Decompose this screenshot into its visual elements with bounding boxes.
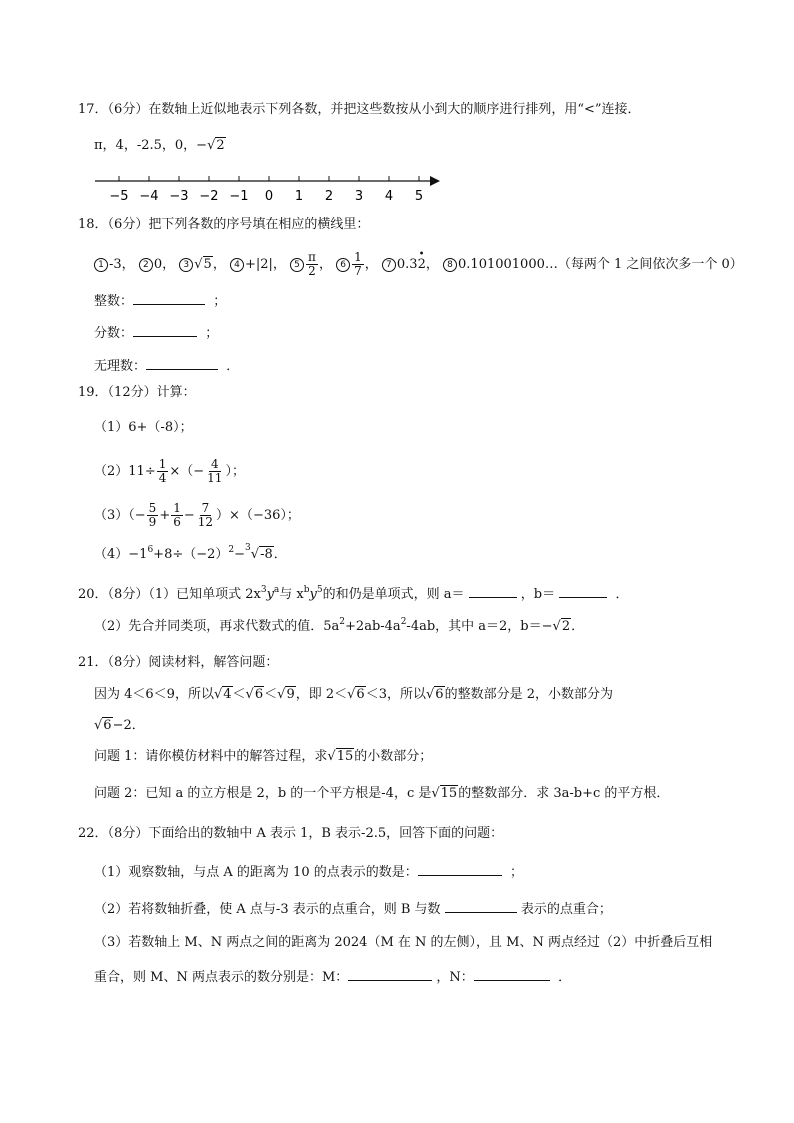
q20-b-blank[interactable] (559, 583, 607, 598)
item-6-marker: 6 (336, 258, 350, 272)
item-8-value: 0.101001000…（每两个 1 之间依次多一个 0） (458, 257, 743, 272)
item-4-value: +|2|， (244, 257, 286, 272)
irrational-blank[interactable] (146, 355, 218, 370)
number-line-tick-label: 3 (354, 189, 364, 204)
q18-integer-row: 整数： ； (94, 290, 226, 311)
item-4-marker: 4 (230, 258, 244, 272)
q21-material-line-2: √6−2． (94, 718, 145, 733)
q17-number-line (90, 168, 450, 208)
item-1-marker: 1 (94, 258, 108, 272)
item-8-marker: 8 (443, 258, 457, 272)
number-line-tick-label: 4 (384, 189, 394, 204)
fraction-blank[interactable] (133, 322, 197, 337)
item-1-value: -3， (109, 257, 135, 272)
q19-part-4: $(4)-1^6+8\div(-2)^2-^3√-8$． (94, 543, 287, 562)
item-7-repeating-digit: • 2 (417, 249, 426, 272)
q21-header: 21．（8分）阅读材料，解答问题： (78, 655, 279, 670)
q22-p2-blank[interactable] (445, 898, 517, 913)
q20-part-1: 20．（8分）（1）已知单项式 $2x^3y^a$与 $x^by^5$的和仍是单项式，则 a＝ ，b＝ ． (78, 585, 629, 602)
q18-fraction-row: 分数： ； (94, 322, 218, 343)
item-5-marker: 5 (290, 258, 304, 272)
q22-part-2: （2）若将数轴折叠，使 A 点与-3 表示的点重合，则 B 与数 表示的点重合； (94, 898, 612, 919)
q17-sqrt: √2 (207, 138, 225, 153)
q19-part-3: （3）（− $\frac{5}{9}$ + $\frac{1}{6}$ − $\frac{7}{12}$ ）×（−36）； (94, 501, 300, 529)
number-line-tick-label: 1 (294, 189, 304, 204)
integer-blank[interactable] (133, 290, 205, 305)
q22-part-1: （1）观察数轴，与点 A 的距离为 10 的点表示的数是： ； (94, 861, 523, 882)
q21-problem-2: 问题 2：已知 a 的立方根是 2，b 的一个平方根是-4，c 是√15的整数部分．求 3a-b+c 的平方根． (94, 786, 670, 801)
number-line-tick-label: 0 (264, 189, 274, 204)
number-line-tick-label: −1 (229, 189, 249, 204)
q22-n-blank[interactable] (474, 966, 550, 981)
q20-part-2: （2）先合并同类项，再求代数式的值．$5a^2+2ab-4a^2-4ab$，其中 a＝2，b＝−√2． (94, 617, 585, 634)
q22-header: 22．（8分）下面给出的数轴中 A 表示 1，B 表示-2.5，回答下面的问题： (78, 826, 504, 841)
item-5-fraction: $\frac{\pi}{2}$ (308, 250, 316, 278)
item-6-fraction: $\frac{1}{7}$ (354, 250, 362, 278)
number-line-tick-label: −2 (199, 189, 219, 204)
q22-part-3-line-2: 重合，则 M、N 两点表示的数分别是：M： ，N： ． (94, 966, 571, 987)
q19-header: 19．（12分）计算： (78, 385, 196, 400)
q21-material-line-1: 因为 4＜6＜9，所以√4＜√6＜√9，即 2＜√6＜3，所以√6的整数部分是 2，小数部分为 (94, 687, 613, 702)
q22-p1-blank[interactable] (418, 861, 502, 876)
irrational-label: 无理数： (94, 359, 147, 374)
item-2-value: 0， (153, 257, 176, 272)
q19-part-2: （2）11÷ $\frac{1}{4}$ ×（− $\frac{4}{11}$ ）； (94, 457, 245, 485)
q17-sqrt-prefix: − (196, 138, 208, 153)
q17-numbers (94, 137, 226, 155)
item-7-value: 0.3 (396, 257, 418, 272)
item-3-marker: 3 (179, 258, 193, 272)
q17-header: 17．（6分）在数轴上近似地表示下列各数，并把这些数按从小到大的顺序进行排列，用“<”连接． (78, 102, 641, 117)
q19-part-1: （1）6+（-8）； (94, 420, 193, 435)
number-line-arrow (430, 176, 440, 186)
q21-problem-1: 问题 1：请你模仿材料中的解答过程，求√15的小数部分； (94, 749, 433, 764)
q18-header: 18．（6分）把下列各数的序号填在相应的横线里： (78, 217, 370, 232)
number-line-tick-label: −4 (139, 189, 159, 204)
item-3-value: √5 (194, 257, 212, 272)
number-line-tick-label: 2 (324, 189, 334, 204)
q18-items: 1 -3， 2 0， 3 √5， 4 +|2|， 5 $\frac{\pi}{2}$ ， 6 $\frac{1}{7}$ ， 7 0.3 • 2， 8 0.101001000…（每两个 1 之间依次多一个 0） (94, 251, 743, 278)
q17-numbers-text: π，4，-2.5，0， (94, 138, 197, 153)
integer-label: 整数： (94, 294, 134, 309)
number-line-tick-label: −5 (109, 189, 129, 204)
number-line-tick-label: −3 (169, 189, 189, 204)
q22-part-3-line-1: （3）若数轴上 M、N 两点之间的距离为 2024（M 在 N 的左侧），且 M、N 两点经过（2）中折叠后互相 (94, 935, 713, 950)
item-2-marker: 2 (139, 258, 153, 272)
q22-m-blank[interactable] (348, 966, 432, 981)
item-7-marker: 7 (382, 258, 396, 272)
fraction-label: 分数： (94, 326, 134, 341)
q18-irrational-row: 无理数： ． (94, 355, 239, 376)
number-line-tick-label: 5 (414, 189, 424, 204)
q20-a-blank[interactable] (469, 583, 517, 598)
